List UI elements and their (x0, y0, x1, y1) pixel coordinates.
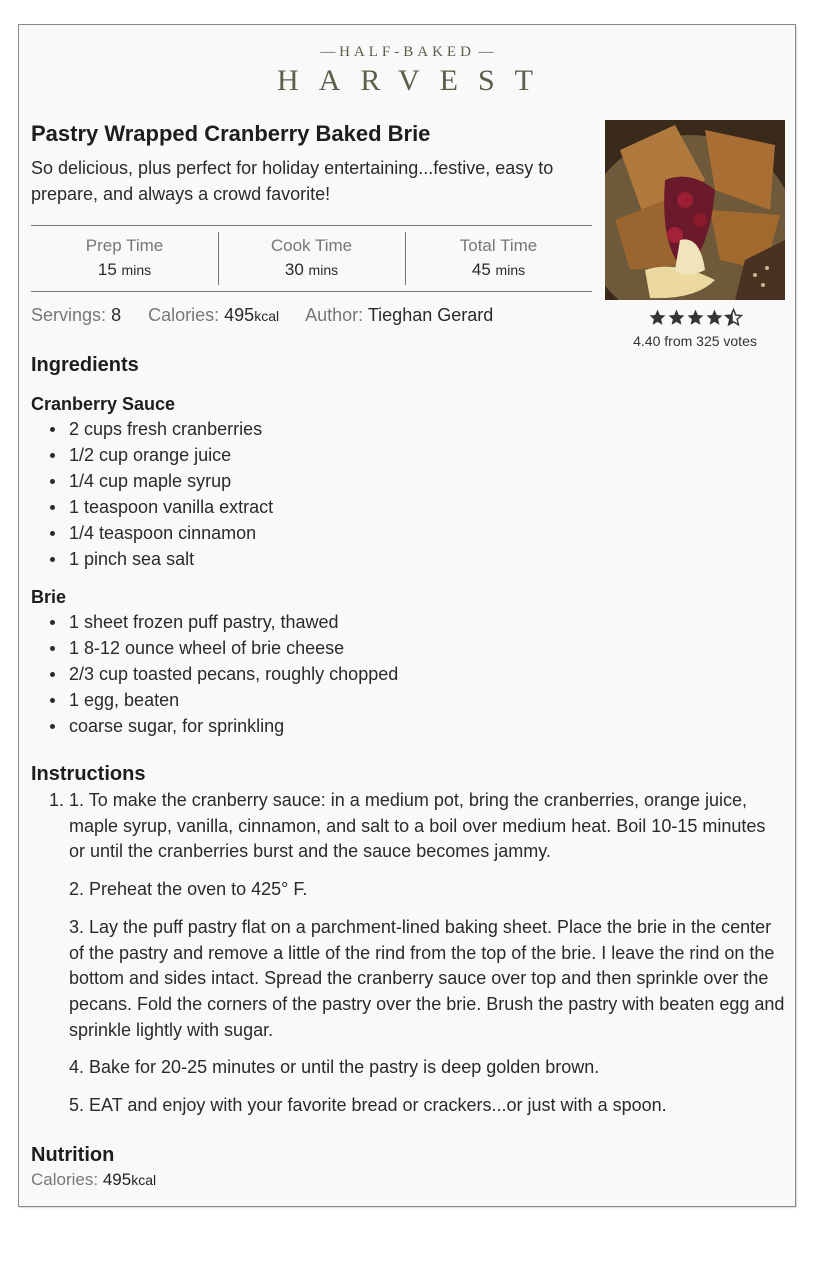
cook-time (218, 226, 405, 291)
servings-label: Servings: (31, 305, 107, 325)
star-partial-icon[interactable] (724, 308, 743, 327)
author (305, 305, 493, 325)
nutrition-calories (31, 1170, 156, 1190)
ingredient-list-brie (31, 609, 398, 739)
calories-unit: kcal (254, 308, 280, 324)
ingredient-list-cranberry-sauce (31, 416, 273, 572)
star-rating[interactable] (605, 308, 785, 327)
author-value: Tieghan Gerard (367, 305, 494, 325)
calories (148, 305, 279, 325)
instruction-text: 1. To make the cranberry sauce: in a medium pot, bring the cranberries, orange juice, maple syrup, vanilla, cinnamon, and salt to a boil over medium heat. Boil 10-15 minutes or until the cranberries burst and the sauce becomes jammy. (69, 790, 766, 862)
cook-time-label: Cook Time (270, 236, 353, 255)
total-time-label: Total Time (459, 236, 538, 255)
instruction-text: 2. Preheat the oven to 425° F. (69, 879, 308, 900)
instruction-step (31, 788, 786, 865)
total-time-value: 45 (471, 260, 491, 279)
recipe-title: Pastry Wrapped Cranberry Baked Brie (31, 121, 431, 146)
instruction-text: 3. Lay the puff pastry flat on a parchment-lined baking sheet. Place the brie in the center of the pastry and remove a little of the rind from the top of the brie. I leave the rind on the bottom and sides intact. Spread the cranberry sauce over top and then sprinkle over the pecans. Fold the corners of the pastry over the brie. Brush the pastry with beaten egg and sprinkle lightly with sugar. (69, 916, 785, 1040)
star-full-icon[interactable] (648, 308, 667, 327)
instruction-text: 5. EAT and enjoy with your favorite bread or crackers...or just with a spoon. (69, 1095, 667, 1116)
servings (31, 305, 121, 325)
instructions-list (31, 788, 786, 1131)
rating-text: 4.40 from 325 votes (633, 333, 757, 349)
ingredient-item: 2/3 cup toasted pecans, roughly chopped (69, 661, 398, 687)
ingredient-item: 1/4 cup maple syrup (69, 468, 273, 494)
recipe-photo (605, 120, 785, 300)
prep-time-value: 15 (97, 260, 117, 279)
total-time (405, 226, 592, 291)
calories-value: 495 (224, 305, 255, 325)
nutrition-calories-value: 495 (102, 1170, 132, 1189)
star-full-icon[interactable] (705, 308, 724, 327)
recipe-summary: So delicious, plus perfect for holiday entertaining...festive, easy to prepare, and always a crowd favorite! (31, 158, 554, 204)
ingredient-item: 1 pinch sea salt (69, 546, 273, 572)
brand-logo: — HALF-BAKED — HARVEST (19, 43, 795, 99)
instructions-heading: Instructions (31, 763, 146, 785)
ingredient-item: 1/4 teaspoon cinnamon (69, 520, 273, 546)
prep-time (31, 226, 218, 291)
recipe-card (18, 24, 796, 1207)
ingredient-item: 1 sheet frozen puff pastry, thawed (69, 609, 398, 635)
ingredient-item: 1 8-12 ounce wheel of brie cheese (69, 635, 398, 661)
instruction-step (31, 877, 786, 903)
nutrition-calories-unit: kcal (131, 1172, 157, 1188)
ingredient-item: 1/2 cup orange juice (69, 442, 273, 468)
instruction-text: 4. Bake for 20-25 minutes or until the pastry is deep golden brown. (69, 1057, 600, 1078)
calories-label: Calories: (148, 305, 220, 325)
prep-time-unit: mins (121, 262, 152, 278)
ingredient-item: 2 cups fresh cranberries (69, 416, 273, 442)
brand-logo-top: HALF-BAKED (339, 44, 475, 60)
brand-logo-main: HARVEST (277, 64, 553, 97)
instruction-step (31, 915, 786, 1044)
ingredients-heading: Ingredients (31, 354, 139, 376)
nutrition-calories-label: Calories: (31, 1170, 99, 1189)
star-full-icon[interactable] (686, 308, 705, 327)
ingredient-group-brie: Brie (31, 587, 67, 607)
nutrition-heading: Nutrition (31, 1144, 115, 1166)
list-marker: 1. (49, 790, 65, 810)
ingredient-item: 1 egg, beaten (69, 687, 398, 713)
ingredient-group-cranberry-sauce: Cranberry Sauce (31, 394, 176, 414)
star-full-icon[interactable] (667, 308, 686, 327)
total-time-unit: mins (495, 262, 526, 278)
instruction-step (31, 1093, 786, 1119)
ingredient-item: 1 teaspoon vanilla extract (69, 494, 273, 520)
cook-time-unit: mins (308, 262, 339, 278)
instruction-step (31, 1055, 786, 1081)
prep-time-label: Prep Time (85, 236, 164, 255)
recipe-photo-illustration (605, 120, 785, 300)
recipe-times (31, 225, 592, 292)
cook-time-value: 30 (284, 260, 304, 279)
author-label: Author: (305, 305, 364, 325)
ingredient-item: coarse sugar, for sprinkling (69, 713, 398, 739)
recipe-meta (31, 305, 515, 326)
recipe-rating[interactable] (605, 308, 785, 349)
servings-value: 8 (111, 305, 122, 325)
